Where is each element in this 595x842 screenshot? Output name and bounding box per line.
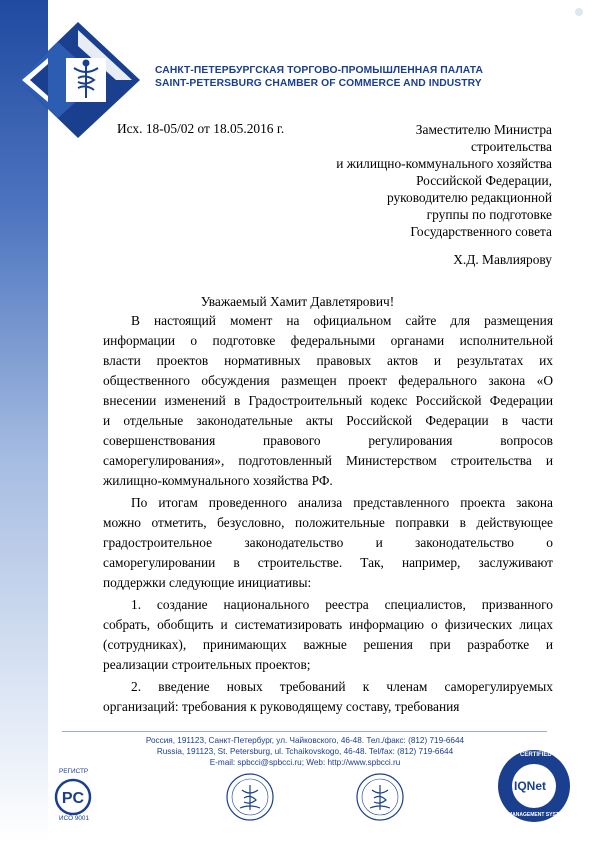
footer-divider bbox=[62, 731, 547, 732]
addressee-line: строительства bbox=[471, 139, 552, 154]
paragraph-line: власти проектов нормативных правовых актов и результатах их bbox=[103, 353, 553, 368]
addressee-line: и жилищно-коммунального хозяйства bbox=[336, 156, 552, 171]
iqnet-cert-badge bbox=[496, 748, 572, 824]
paragraph-line: градостроительное законодательство и законодательство о bbox=[103, 535, 553, 550]
footer-address-ru: Россия, 191123, Санкт-Петербург, ул. Чайковского, 46-48. Тел./факс: (812) 719-6644 bbox=[145, 736, 465, 745]
list-item-line: 2. введение новых требований к членам саморегулируемых bbox=[131, 679, 553, 694]
paragraph-line: совершенствования правового регулирования вопросов bbox=[103, 433, 553, 448]
list-item-line: реализации строительных проектов; bbox=[103, 657, 311, 672]
chamber-seal-icon bbox=[225, 772, 275, 822]
paragraph-line: можно отметить, безусловно, положительные поправки в действующее bbox=[103, 515, 553, 530]
chamber-seal-icon bbox=[355, 772, 405, 822]
addressee-line: Заместителю Министра bbox=[415, 122, 552, 137]
rosstest-cert-badge bbox=[53, 768, 93, 824]
org-name-ru: САНКТ-ПЕТЕРБУРГСКАЯ ТОРГОВО-ПРОМЫШЛЕННАЯ ПАЛАТА bbox=[155, 65, 484, 76]
iqnet-label: IQNet bbox=[514, 779, 547, 793]
list-item-line: организаций: требования к руководящему составу, требования bbox=[103, 699, 460, 714]
rosstest-bottom-text: ИСО 9001 bbox=[59, 815, 90, 822]
addressee-name: Х.Д. Мавлиярову bbox=[453, 252, 552, 267]
paragraph-line: и отдельные законодательные акты Российской Федерации в части bbox=[103, 413, 553, 428]
addressee-line: Российской Федерации, bbox=[416, 173, 552, 188]
paragraph-line: общественного обсуждения размещен проект федерального закона «О bbox=[103, 373, 553, 388]
iqnet-ring-top-text: CERTIFIED bbox=[520, 752, 552, 758]
paragraph-line: жилищно-коммунального хозяйства РФ. bbox=[103, 473, 333, 488]
svg-text:PC: PC bbox=[61, 790, 85, 807]
organization-name bbox=[155, 64, 483, 90]
addressee-line: группы по подготовке bbox=[426, 207, 552, 222]
iqnet-ring-bottom-text: MANAGEMENT SYSTEM bbox=[508, 812, 567, 818]
list-item-line: (сотрудниках), принимающих важные решения при разработке и bbox=[103, 637, 553, 652]
paragraph-line: саморегулировании в строительстве. Так, например, заслуживают bbox=[103, 555, 553, 570]
footer-contacts: E-mail: spbcci@spbcci.ru; Web: http://www.spbcci.ru bbox=[209, 758, 401, 767]
corner-mark bbox=[575, 8, 583, 16]
rosstest-top-text: РЕГИСТР bbox=[59, 768, 89, 775]
paragraph-line: информации о подготовке федеральными органами исполнительной bbox=[103, 333, 553, 348]
salutation: Уважаемый Хамит Давлетярович! bbox=[200, 294, 395, 309]
paragraph-line: поддержки следующие инициативы: bbox=[103, 575, 312, 590]
paragraph-line: По итогам проведенного анализа представленного проекта закона bbox=[131, 495, 553, 510]
org-name-en: SAINT-PETERSBURG CHAMBER OF COMMERCE AND INDUSTRY bbox=[155, 78, 482, 89]
list-item-line: собрать, обобщить и систематизировать информацию о физических лицах bbox=[103, 617, 553, 632]
addressee-block bbox=[336, 121, 552, 240]
addressee-line: Государственного совета bbox=[410, 224, 552, 239]
paragraph-line: внесении изменений в Градостроительный кодекс Российской Федерации bbox=[103, 393, 553, 408]
addressee-line: руководителю редакционной bbox=[386, 190, 552, 205]
outgoing-reference: Исх. 18-05/02 от 18.05.2016 г. bbox=[117, 121, 285, 136]
footer-address-en: Russia, 191123, St. Petersburg, ul. Tchaikovskogo, 46-48. Tel/fax: (812) 719-6644 bbox=[156, 747, 454, 756]
paragraph-line: В настоящий момент на официальном сайте для размещения bbox=[131, 313, 553, 328]
list-item-line: 1. создание национального реестра специалистов, призванного bbox=[131, 597, 553, 612]
rosstest-icon bbox=[53, 777, 93, 817]
paragraph-line: саморегулирования», подготовленный Министерством строительства и bbox=[103, 453, 553, 468]
